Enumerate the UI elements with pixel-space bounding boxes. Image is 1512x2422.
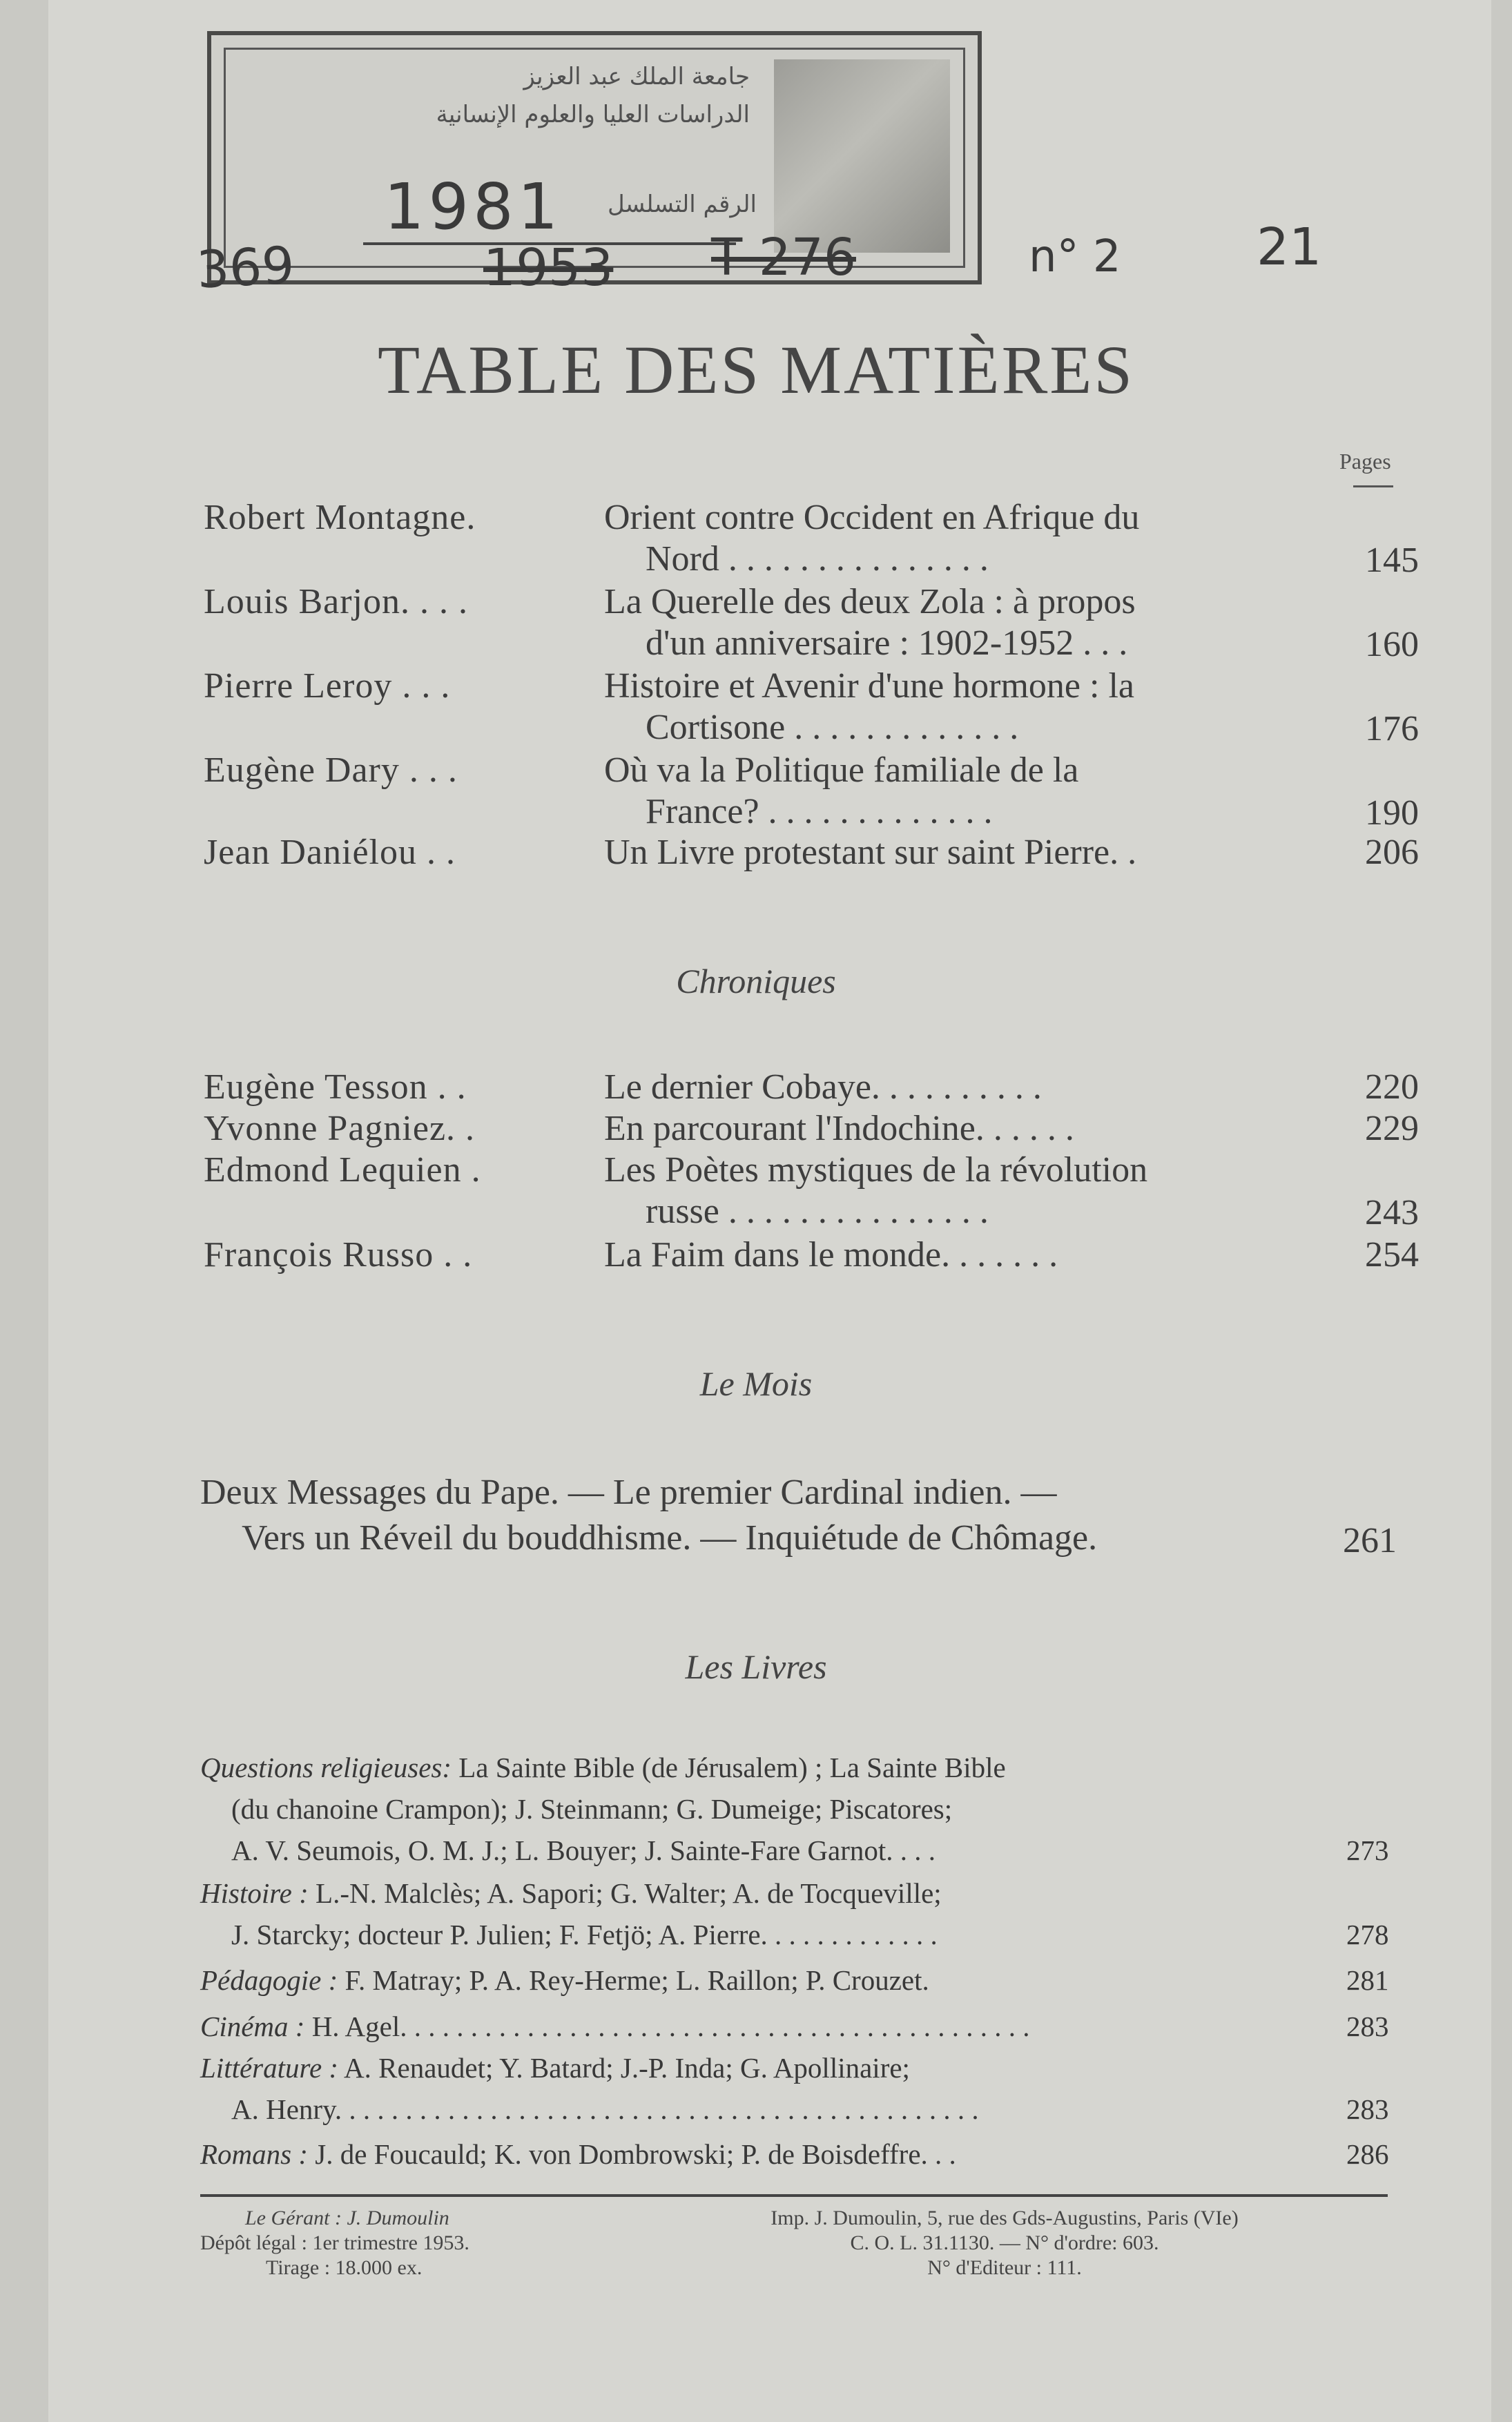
livres-category: Questions religieuses: xyxy=(200,1752,452,1783)
stamp-number: 1981 xyxy=(384,170,563,244)
pages-column-label: Pages xyxy=(1339,449,1391,474)
footer-depot: Dépôt légal : 1er trimestre 1953. xyxy=(200,2231,469,2254)
entry-title: Où va la Politique familiale de la xyxy=(604,750,1079,790)
livres-line xyxy=(231,1788,952,1830)
livres-text: J. de Foucauld; K. von Dombrowski; P. de Boisdeffre. . . xyxy=(308,2138,956,2170)
livres-line xyxy=(200,2047,910,2089)
livres-line xyxy=(231,1830,1389,1871)
stamp-arabic-line-1: جامعة الملك عبد العزيز xyxy=(523,63,750,90)
entry-page: 220 xyxy=(1365,1067,1419,1107)
section-heading-chroniques: Chroniques xyxy=(676,962,836,1000)
mois-line-1: Deux Messages du Pape. — Le premier Cardinal indien. — xyxy=(200,1473,1057,1512)
entry-title: Histoire et Avenir d'une hormone : la xyxy=(604,666,1134,706)
entry-title-cont: Cortisone . . . . . . . . . . . . . xyxy=(646,708,1019,747)
entry-author: Yvonne Pagniez. . xyxy=(204,1109,476,1148)
section-heading-le-mois: Le Mois xyxy=(699,1364,813,1403)
entry-title-cont: France? . . . . . . . . . . . . . xyxy=(646,792,993,831)
handwritten-note-5: 21 xyxy=(1257,217,1322,277)
livres-category: Romans : xyxy=(200,2138,309,2170)
footer-gerant: Le Gérant : J. Dumoulin xyxy=(245,2207,449,2229)
livres-line xyxy=(200,1872,942,1914)
entry-title: En parcourant l'Indochine. . . . . . xyxy=(604,1109,1074,1148)
livres-text: L.-N. Malclès; A. Sapori; G. Walter; A. de Tocqueville; xyxy=(308,1877,942,1909)
entry-page: 145 xyxy=(1365,541,1419,580)
livres-text: J. Starcky; docteur P. Julien; F. Fetjö; A. Pierre. . . . . . . . . . . . . xyxy=(231,1919,938,1950)
entry-title: La Faim dans le monde. . . . . . . xyxy=(604,1235,1058,1275)
livres-category: Pédagogie : xyxy=(200,1964,338,1996)
livres-page: 278 xyxy=(1346,1919,1389,1950)
entry-author: Edmond Lequien . xyxy=(204,1150,481,1190)
mois-page: 261 xyxy=(1343,1521,1397,1560)
entry-title: Le dernier Cobaye. . . . . . . . . . xyxy=(604,1067,1042,1107)
footer-rule xyxy=(200,2194,1388,2197)
entry-author: Louis Barjon. . . . xyxy=(204,582,468,621)
livres-category: Cinéma : xyxy=(200,2011,305,2042)
livres-text: (du chanoine Crampon); J. Steinmann; G. Dumeige; Piscatores; xyxy=(231,1793,953,1825)
handwritten-note-1: 369 xyxy=(195,235,296,300)
livres-line xyxy=(200,1747,1006,1788)
entry-author: François Russo . . xyxy=(204,1235,473,1275)
page-title: TABLE DES MATIÈRES xyxy=(378,331,1134,408)
livres-text: A. Henry. . . . . . . . . . . . . . . . . . . . . . . . . . . . . . . . . . . . . . . . . . . . . . xyxy=(231,2093,979,2125)
livres-text: A. V. Seumois, O. M. J.; L. Bouyer; J. Sainte-Fare Garnot. . . . xyxy=(231,1834,936,1866)
entry-title: Orient contre Occident en Afrique du xyxy=(604,498,1140,537)
entry-author: Robert Montagne. xyxy=(204,498,476,537)
livres-page: 281 xyxy=(1346,1964,1389,1996)
entry-page: 190 xyxy=(1365,793,1419,833)
entry-title-cont: d'un anniversaire : 1902-1952 . . . xyxy=(646,623,1128,663)
entry-title-cont: russe . . . . . . . . . . . . . . . xyxy=(646,1192,989,1231)
stamp-seal-image xyxy=(774,59,950,253)
livres-text: La Sainte Bible (de Jérusalem) ; La Sainte Bible xyxy=(452,1752,1006,1783)
footer-tirage: Tirage : 18.000 ex. xyxy=(266,2256,423,2279)
livres-line xyxy=(231,2089,1389,2130)
entry-page: 243 xyxy=(1365,1193,1419,1232)
footer-col: C. O. L. 31.1130. — N° d'ordre: 603. xyxy=(850,2231,1159,2254)
handwritten-note-2: 1953 xyxy=(483,238,614,298)
entry-author: Pierre Leroy . . . xyxy=(204,666,451,706)
handwritten-note-3: T 276 xyxy=(711,228,856,287)
section-heading-les-livres: Les Livres xyxy=(685,1647,827,1686)
entry-page: 254 xyxy=(1365,1235,1419,1275)
footer-imprimeur: Imp. J. Dumoulin, 5, rue des Gds-Augustins, Paris (VIe) xyxy=(770,2207,1239,2229)
entry-author: Eugène Dary . . . xyxy=(204,750,458,790)
entry-page: 160 xyxy=(1365,625,1419,664)
livres-page: 273 xyxy=(1346,1834,1389,1866)
entry-page: 176 xyxy=(1365,709,1419,748)
livres-line xyxy=(231,1914,1389,1955)
livres-line xyxy=(200,2006,1389,2047)
entry-title: La Querelle des deux Zola : à propos xyxy=(604,582,1136,621)
livres-text: F. Matray; P. A. Rey-Herme; L. Raillon; P. Crouzet. xyxy=(338,1964,929,1996)
livres-page: 286 xyxy=(1346,2138,1389,2170)
entry-author: Eugène Tesson . . xyxy=(204,1067,467,1107)
livres-text: A. Renaudet; Y. Batard; J.-P. Inda; G. Apollinaire; xyxy=(338,2052,910,2084)
stamp-arabic-line-3: الرقم التسلسل xyxy=(608,191,757,218)
mois-line-2: Vers un Réveil du bouddhisme. — Inquiétude de Chômage. xyxy=(242,1518,1098,1558)
livres-text: H. Agel. . . . . . . . . . . . . . . . . . . . . . . . . . . . . . . . . . . . . . . . . . . . . xyxy=(304,2011,1030,2042)
livres-page: 283 xyxy=(1346,2093,1389,2125)
livres-category: Histoire : xyxy=(200,1877,309,1909)
entry-title: Un Livre protestant sur saint Pierre. . xyxy=(604,833,1137,872)
pages-label-rule xyxy=(1353,485,1393,487)
entry-page: 206 xyxy=(1365,833,1419,872)
entry-title: Les Poètes mystiques de la révolution xyxy=(604,1150,1148,1190)
stamp-arabic-line-2: الدراسات العليا والعلوم الإنسانية xyxy=(436,101,750,128)
livres-line xyxy=(200,1959,1389,2001)
handwritten-note-4: n° 2 xyxy=(1029,231,1121,282)
livres-page: 283 xyxy=(1346,2011,1389,2042)
entry-title-cont: Nord . . . . . . . . . . . . . . . xyxy=(646,539,989,579)
footer-editeur: N° d'Editeur : 111. xyxy=(927,2256,1082,2279)
livres-line xyxy=(200,2133,1389,2175)
entry-author: Jean Daniélou . . xyxy=(204,833,456,872)
livres-category: Littérature : xyxy=(200,2052,339,2084)
entry-page: 229 xyxy=(1365,1109,1419,1148)
